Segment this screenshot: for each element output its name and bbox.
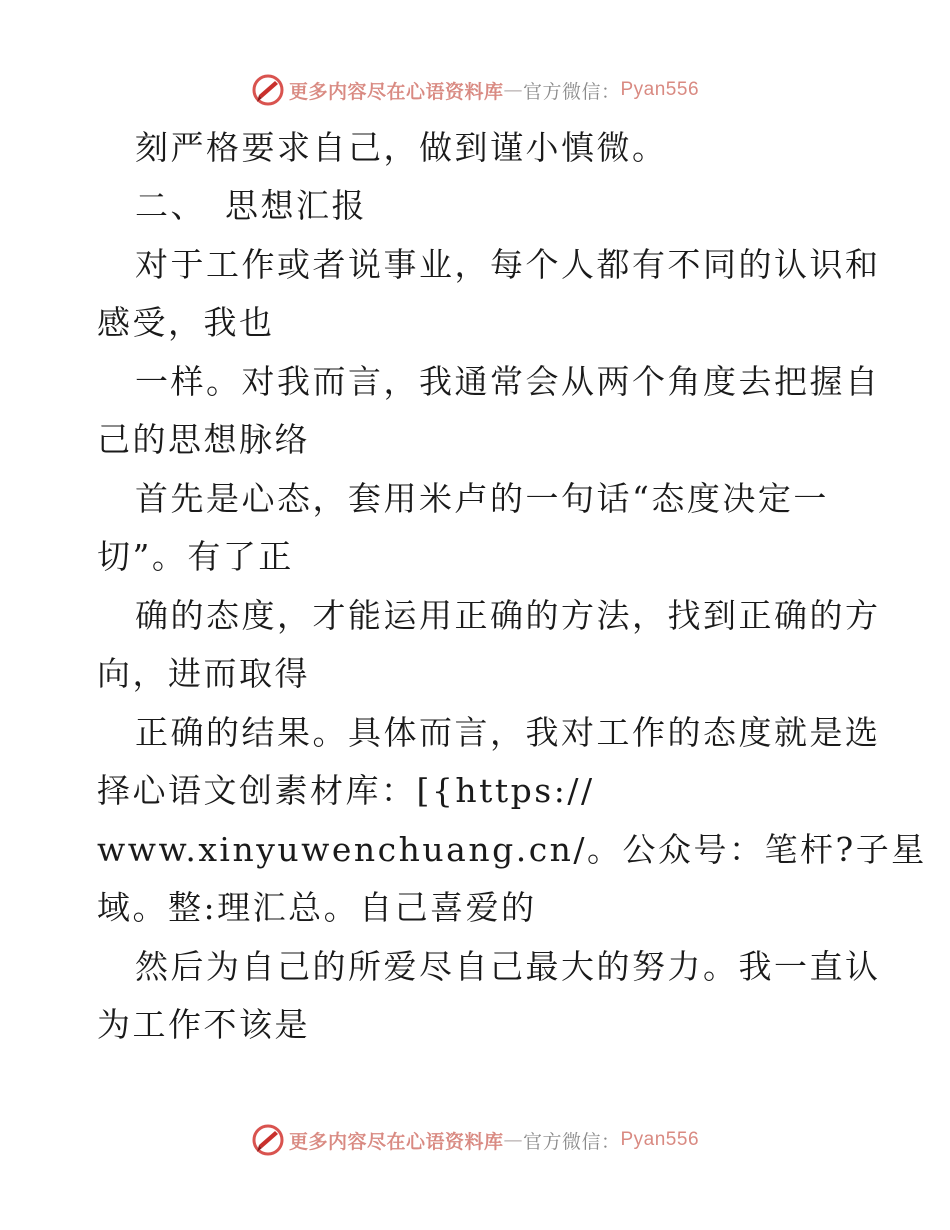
body-line: 一样。对我而言，我通常会从两个角度去把握自 <box>135 362 881 401</box>
body-line: 切”。有了正 <box>97 537 294 576</box>
body-line: 首先是心态，套用米卢的一句话“态度决定一 <box>135 479 829 518</box>
body-line: 刻严格要求自己，做到谨小慎微。 <box>135 128 668 167</box>
footer-wechat-label: 官方微信： <box>522 1130 621 1153</box>
pen-logo-icon <box>251 1123 285 1157</box>
footer-banner <box>0 1120 950 1160</box>
body-line: 向，进而取得 <box>97 654 310 693</box>
body-line: 己的思想脉络 <box>97 420 310 459</box>
body-line: 为工作不该是 <box>97 1005 310 1044</box>
header-brand: 更多内容尽在心语资料库 <box>288 80 504 103</box>
footer-brand: 更多内容尽在心语资料库 <box>288 1130 504 1153</box>
body-line: 域。整:理汇总。自己喜爱的 <box>97 888 537 927</box>
body-line: 对于工作或者说事业，每个人都有不同的认识和 <box>135 245 881 284</box>
body-line: 择心语文创素材库：[{https:// <box>97 771 595 810</box>
body-line: 确的态度，才能运用正确的方法，找到正确的方 <box>135 596 881 635</box>
body-line: 然后为自己的所爱尽自己最大的努力。我一直认 <box>135 947 881 986</box>
body-line-url: www.xinyuwenchuang.cn/。公众号：笔杆?子星 <box>97 830 927 869</box>
pen-logo-icon <box>251 73 285 107</box>
footer-dash: — <box>503 1129 523 1151</box>
header-wechat-label: 官方微信： <box>522 80 621 103</box>
header-banner <box>0 70 950 110</box>
footer-wechat-id: Pyan556 <box>620 1129 700 1150</box>
section-heading: 二、 思想汇报 <box>135 186 367 225</box>
body-line: 感受，我也 <box>97 303 275 342</box>
body-line: 正确的结果。具体而言，我对工作的态度就是选 <box>135 713 881 752</box>
header-wechat-id: Pyan556 <box>620 79 700 100</box>
header-dash: — <box>503 79 523 101</box>
